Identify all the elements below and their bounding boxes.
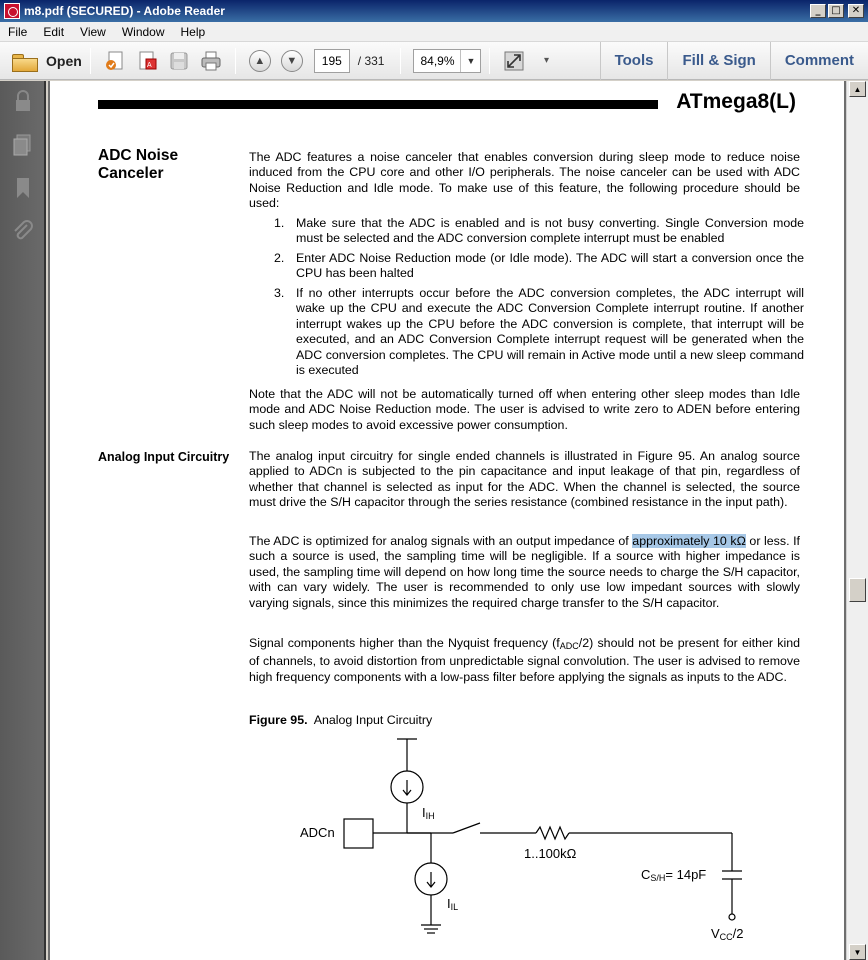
list-text: Enter ADC Noise Reduction mode (or Idle mode). The ADC will start a conversion once the CPU has been halted [296,251,804,281]
title-bar [0,0,868,22]
comment-button[interactable]: Comment [770,42,868,80]
cap-subscript: S/H [650,873,666,883]
adc-pin-label: ADCn [300,825,335,840]
section-heading-line: ADC Noise [98,147,179,164]
list-number: 2. [274,251,285,265]
ih-symbol: I [422,805,426,820]
close-button[interactable]: ✕ [848,4,864,18]
figure-caption [249,713,432,727]
paragraph: The analog input circuitry for single ended channels is illustrated in Figure 95. An analog source applied to ADCn is subjected to the pin capacitance and input leakage of that pin, regardless of whether that channel is selected as input for the ADC. When the channel is selected, the source must drive the S/H capacitor through the series resistance (combined resistance in the input path). [249,449,800,510]
paragraph-text: /2) should not be present for either kind of channels, to avoid distortion from unpredictable signal convolution. The user is advised to remove high frequency components with a low-pass filter before applying the signals as inputs to the ADC. [249,636,800,684]
next-page-button[interactable]: ▼ [281,50,303,72]
circuit-diagram [290,731,810,960]
section-heading-adc-noise-canceler [98,147,178,183]
figure-title: Analog Input Circuitry [313,713,433,727]
zoom-value: 84,9% [420,53,455,68]
create-pdf-icon[interactable] [102,48,128,74]
toolbar-right-panel [600,42,868,80]
scroll-down-arrow[interactable]: ▼ [849,944,866,960]
cap-symbol: C [641,867,651,882]
adobe-reader-icon [4,3,20,19]
resistor-label: 1..100kΩ [524,846,577,861]
vcc-suffix: /2 [732,926,744,941]
maximize-button[interactable]: □ [828,4,844,18]
section-heading-analog-input: Analog Input Circuitry [98,450,230,464]
list-number: 1. [274,216,285,230]
print-icon[interactable] [198,48,224,74]
menu-view[interactable]: View [80,24,106,39]
toolbar-separator [489,48,490,74]
il-symbol: I [447,896,451,911]
page-header-title: ATmega8(L) [676,90,796,113]
paragraph-text: or less. If such a source is used, the sampling time will be negligible. If a source with higher impedance is used, the sampling time will depend on how long time the source needs to charge the S/H capacitor, with can vary widely. The user is recommended to only use low impedant sources with slowly varying signals, since this minimizes the required charge transfer to the S/H capacitor. [249,534,800,610]
list-text: Make sure that the ADC is enabled and is not busy converting. Single Conversion mode must be selected and the ADC conversion complete interrupt must be enabled [296,216,804,246]
bookmark-icon[interactable] [11,176,35,200]
ih-subscript: IH [425,811,435,821]
page-number-input[interactable]: 195 [314,49,350,73]
menu-bar [0,22,868,42]
toolbar [0,42,868,80]
capacitor-label [641,867,706,883]
lock-icon[interactable] [11,89,35,113]
pages-icon[interactable] [11,133,35,157]
minimize-button[interactable]: _ [810,4,826,18]
open-label: Open [46,52,82,69]
document-view[interactable] [48,81,846,960]
fill-sign-button[interactable]: Fill & Sign [667,42,769,80]
scrollbar-thumb[interactable] [849,578,866,602]
menu-help[interactable]: Help [180,24,206,39]
toolbar-options-icon[interactable]: ▾ [543,55,549,66]
paragraph-text: Signal components higher than the Nyquist frequency (f [249,636,560,650]
header-rule [98,100,658,109]
export-pdf-icon[interactable] [134,48,160,74]
subscript: ADC [559,641,579,651]
cap-value: = 14pF [665,867,707,882]
list-number: 3. [274,286,285,300]
vertical-scrollbar[interactable] [846,81,868,960]
menu-edit[interactable]: Edit [43,24,65,39]
window-title: m8.pdf (SECURED) - Adobe Reader [24,4,225,18]
menu-file[interactable]: File [8,24,28,39]
paragraph: The ADC features a noise canceler that enables conversion during sleep mode to reduce noise induced from the CPU core and other I/O peripherals. The noise canceler can be used with ADC Noise Reduction and Idle mode. To make use of this feature, the following procedure should be used: [249,150,800,211]
menu-window[interactable]: Window [121,24,165,39]
section-heading-line: Canceler [98,165,164,182]
toolbar-separator [90,48,91,74]
toolbar-separator [400,48,401,74]
save-icon[interactable] [166,48,192,74]
tools-button[interactable]: Tools [600,42,668,80]
navigation-pane [0,81,46,960]
pdf-page [50,81,844,960]
page-total: / 331 [357,53,385,68]
list-text: If no other interrupts occur before the ADC conversion completes, the ADC interrupt will wake up the CPU and execute the ADC Conversion Complete interrupt routine. If another interrupt wakes up the CPU before the ADC conversion is complete, that interrupt will be executed, and an ADC Conversion Complete interrupt request will be generated when the ADC conversion completes. The CPU will remain in Active mode until a new sleep command is executed [296,286,804,378]
vcc-subscript: CC [719,932,733,942]
svg-text:A: A [146,61,152,69]
il-label [447,896,458,912]
scroll-up-arrow[interactable]: ▲ [849,81,866,97]
paragraph-text: The ADC is optimized for analog signals with an output impedance of [249,534,633,548]
folder-icon [12,52,36,70]
vcc-label [711,926,744,942]
paragraph: Note that the ADC will not be automatically turned off when entering other sleep modes than Idle mode and ADC Noise Reduction mode. The user is advised to write zero to ADEN before entering such sleep modes to avoid excessive power consumption. [249,387,800,432]
il-subscript: IL [450,902,459,912]
previous-page-button[interactable]: ▲ [249,50,271,72]
vcc-symbol: V [711,926,720,941]
ih-label [422,805,435,821]
toolbar-separator [235,48,236,74]
selected-text[interactable]: approximately 10 kΩ [632,534,746,548]
zoom-select[interactable] [413,49,481,73]
paragraph [249,636,800,685]
terminal-node [729,914,735,920]
chevron-down-icon[interactable]: ▼ [460,50,480,72]
paragraph [249,534,800,611]
open-button[interactable] [12,52,82,70]
attachment-icon[interactable] [11,219,35,243]
figure-label: Figure 95. [249,713,308,727]
fullscreen-icon[interactable] [501,48,527,74]
